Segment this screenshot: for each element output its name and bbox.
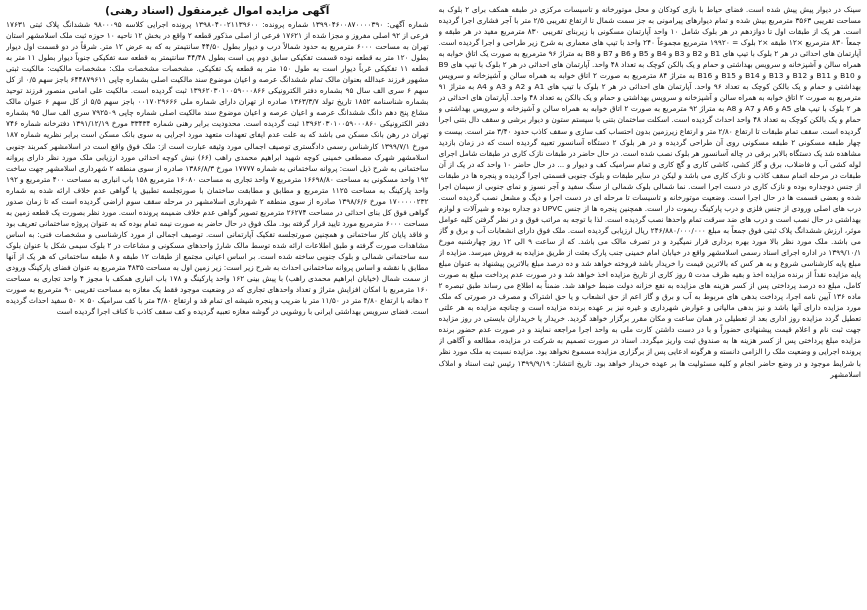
notice-left-column — [439, 4, 862, 606]
notice-body-right: شماره آگهی: ۱۳۹۹۰۴۶۰۰۸۷۰۰۰۰۳۹۰ شماره پرونده: ۱۳۹۸۰۴۰۰۲۱۱۳۹۶۰۰ پرونده اجرایی کلاسه ۹۸۰۰۰۹۵ ششدانگ پلاک ثبتی ۱۷۶۳۱ فرعی از ۹۲ اصلی مفروز و مجزا شده از ۱۷۶۲۱ فرعی از اصلی مذکور قطعه ۲ واقع در بخش ۱۲ ناحیه ۱۰ حوزه ثبت ملک اسلامشهر استان تهران به مساحت ۶۰۰۰ مترمربع به حدود شمالاً درب و دیوار بطول ۴۴/۵۰ سانتیمتر به که به عرض ۱۲ متر. شرقاً در دو قسمت اول دیوار بطول ۱۲۰ متر به قطعه نوده قسمت تفکیکی سابق دوم پی است بطول ۴۴/۴۸ سانتیمتر به قطعه سه تفکیکی جنوباً دیوار بطول ۱۱ متر به قطعه ۱۱ تفکیکی غرباً دیوار است به طول ۱۵۰ متر به قطعه یک تفکیکی. مشخصات مشخصات ملک: مشخصات مالکیت: مالکیت ثبتی مشهور فرزند عبدالله بعنوان مالک تمام ششدانگ عرصه و اعیان موضوع سند مالکیت اصلی بشماره چاپی ۶۴۴۸۷۹۶۱۱ باجز سهم ۰/۵ از کل سهم ۶ سری الف سال ۹۵ بشماره دفتر الکترونیکی ۱۳۹۶۲۰۳۰۱۰۰۵۹۰۰۰۸۶۶ ثبت گردیده است. مالکیت علی امامی منصور فرزند توحید بشماره شناسنامه ۱۸۵۲ تاریخ تولد ۱۳۶۳/۳/۷ صادره از تهران دارای شماره ملی ۰۰۱۷۰۲۹۶۶۶ باجز سهم ۵/۵ از کل سهم ۶ عنوان مالک مشاع پنج دهم دانگ ششدانگ عرصه و اعیان عرصه و اعیان موضوع سند مالکیت اصلی شماره چاپی ۷۹۲۵۰۹ سری الف سال ۹۵ بشماره دفتر الکترونیکی ۱۳۹۶۲۰۳۰۱۰۰۵۹۰۰۰۸۶۰ ثبت گردیده است. محدودیت برابر رهنی شماره ۳۳۴۳۴ مورخ ۱۳۹۱/۱۲/۱۹ دفترخانه شماره ۷۴۶ تهران در رهن بانک مسکن می باشد که به علت عدم ایفای تعهدات متعهد مورد اجرایی به سوی بانک مسکن است برابر نظریه شماره ۱۸۷ مورخ ۱۳۹۹/۷/۱ کارشناس رسمی دادگستری توصیف اجمالی مورد وثیقه عبارت است از: ملک فوق واقع است در اسلامشهر کمربند جنوبی اسلامشهر شهرک مصطفی خمینی کوچه شهید ابراهیم محمدی راهب (۶۶) نبش کوچه احداثی مورد ارزیابی ملک مورد نظر دارای پروانه ساختمانی به شرح ذیل است: پروانه ساختمانی به شماره ۱۷۷۷۷ مورخ ۱۳۸۶/۸/۳ صادره از سوی منطقه ۲ شهرداری اسلامشهر جهت ساخت ۱۹۲ واحد مسکونی به مساحت ۱۶۶۹۸/۸۰ مترمربع ۷ واحد تجاری به مساحت ۱۶۰۸۰ مترمربع ۱۵۸ باب انباری به مساحت ۴۰۰ مترمربع و ۱۹۲ واحد پارکینگ به مساحت ۱۱۲۵ مترمربع و مطابق و مطابقت ساختمان با صورتجلسه تطبیق یا گواهی عدم خلاف ارائه شده به شماره ۱۷۰۰۰۰۰۲۳۲ مورخ ۱۳۹۸/۶/۶ صادره از سوی منطقه ۲ شهرداری اسلامشهر در مرحله سقف سوم اراضی گردیده است که تا زمان صدور گواهی فوق کل بنای احداثی در مساحت ۲۶۲۷۴ مترمربع تصویر گواهی عدم خلاف ضمیمه پرونده است. مورد نظر بصورت یک قطعه زمین به مساحت ۶۰۰۰ مترمربع مورد تایید قرار گرفته بود. ملک فوق در حال حاضر به صورت نیمه تمام بوده که به عنوان پروژه ساختمانی تعریف بود و فاقد پایان کار ساختمانی و همچنین صورتجلسه تفکیک آپارتمانی است. توصیف اجمالی از مورد کارشناسی و مشخصات فنی: به اساس مشاهدات صورت گرفته و طبق اطلاعات ارائه شده توسط مالک شارژ واحدهای مسکونی و مشاعات در ۲ بلوک سیمی شکل با عنوان بلوک سه ساختمانی شمالی و بلوک جنوبی ساخته شده است. بر اساس اعیانی مجتمع از طبقات ۱۲ طبقه و ۸ طبقه ساختمانی که هر یک از آنها مطابق با نقشه و اساس پروانه ساختمانی احداث به شرح زیر است: زیر زمین اول به مساحت ۴۸۳۵ مترمربع به عنوان فضای پارکینگ ورودی از سمت شمال (خیابان ابراهیم محمدی راهب) با پیش بینی ۱۶۲ واحد پارکینگ و ۱۷۸ باب انباری همکف با مجوز ۴ واحد تجاری به مساحت ۱۶۰ مترمربع با امکان افزایش متراژ و تعداد واحدهای تجاری که در وضعیت موجود فقط یک مغازه به مساحت تقریبی ۹۰ مترمربع به صورت ۲ دهانه با ارتفاع ۴/۸۰ متر در ۱۱/۵۰ متر با ضریب و پنجره شیشه ای تمام قد و ارتفاع ۴/۸۰ متر با کف سرامیک ۵۰ × ۵۰ سفید احداث گردیده است. فضای سرویس بهداشتی ایرانی با روشویی در گوشه مغازه تعبیه گردیده و کف سقف کاذب تا کناف اجرا گردیده است — [6, 20, 429, 317]
notice-body-left: سینک در دیوار پیش پیش شده است. فضای حیاط با بازی کودکان و محل موتورخانه و تاسیسات مرکزی در طبقه همکف برای ۲ بلوک به مساحت تقریبی ۳۵۶۳ مترمربع بیش شده و تمام دیوارهای پیرامونی به جز سمت شمال تا ارتفاع تقریبی ۲/۵ متر با آجر فشاری اجرا گردیده است. هر یک از طبقات اول تا دوازدهم در هر بلوک شامل ۱۰ واحد آپارتمان مسکونی با زیربنای تقریبی ۸۳۰ مترمربع مفید در هر طبقه و جمعاً ۸۳۰ مترمربع ×۱۲ طبقه ×۲ بلوک = ۱۹۹۲۰ مترمربع مجموعاً ۲۴۰ واحد با تیپ های معماری به شرح زیر طراحی و اجرا گردیده است. آپارتمان های احداثی در هر ۲ بلوک با تیپ های B1 و B2 و B3 و B4 و B5 و B6 و B7 و B8 به متراژ ۹۶ مترمربع به صورت یک اتاق خوابه به همراه سالن و آشپزخانه و سرویس بهداشتی و حمام و یک بالکن کوچک به تعداد ۴۸ واحد. آپارتمان های احداثی در هر ۲ بلوک با تیپ های B9 و B10 و B11 و B12 و B13 و B14 و B15 و B16 به متراژ ۸۴ مترمربع به صورت ۲ اتاق خوابه به همراه سالن و آشپزخانه و سرویس بهداشتی و حمام و یک بالکن کوچک به تعداد ۹۶ واحد. آپارتمان های احداثی در هر ۲ بلوک با تیپ های A1 و A2 و A3 و A4 به متراژ ۹۱ مترمربع به صورت ۲ اتاق خوابه به همراه سالن و آشپزخانه و سرویس بهداشتی و حمام و یک بالکن به تعداد ۴۸ واحد. آپارتمان های احداثی در هر ۲ بلوک با تیپ های A5 و A6 و A7 و A8 به متراژ ۹۲ مترمربع به صورت ۲ اتاق خوابه به همراه سالن و آشپزخانه و سرویس بهداشتی و حمام و یک بالکن کوچک به تعداد ۴۸ واحد احداث گردیده است. اسکلت ساختمان بتنی با سیستم ستون و دیوار برشی و سقف دال بتنی اجرا گردیده است. سقف تمام طبقات تا ارتفاع ۲/۸۰ متر و ارتفاع زیرزمین بدون احتساب کف سازی و سقف کاذب حدود ۳/۴۰ متر است. بیست و چهار طبقه مسکونی ۲ طبقه مسکونی روی آن طراحی گردیده و در هر بلوک ۲ دستگاه آسانسور تعبیه گردیده است که در زمان بازدید مشاهده شد یک دستگاه بالابر برقی در چاله آسانسور هر بلوک نصب شده است. در حال حاضر در طبقات نازک کاری در طبقات شامل اجرای لوله کشی آب و فاضلاب، برق و گاز کشی، کاشی کاری و گچ کاری و تمام سرامیک کف و دیوار و ... در حال حاضر ۱۰ واحد که در یک از آن طبقات در مرحله اتمام سقف کاذب و نازک کاری می باشد و لیکن در سایر طبقات و بلوک جنوبی قسمتی اجرا گردیده و پنجره ها در طبقات از جنس دوجداره بوده و نازک کاری در دست اجرا است. نما شمالی بلوک شمالی از سنگ سفید و آجر نسوز و نمای جنوبی از سیمان اجرا شده و بعضی قسمت ها در حال اجرا است. وضعیت موتورخانه و تاسیسات تا مرحله ای در دست اجرا و دیگ و مشعل نصب گردیده است. درب های اصلی ورودی از جنس فلزی و درب پارکینگ ریموت دار است. همچنین پنجره ها از جنس UPVC دو جداره بوده و شیرآلات و لوازم بهداشتی در حال نصب است و درب های ضد سرقت تمام واحدها نصب گردیده است. لذا با توجه به مراتب فوق و در نظر گرفتن کلیه عوامل موثر، ارزش ششدانگ پلاک ثبتی فوق جمعاً به مبلغ ۲۴۶/۸۸۰/۰۰۰/۰۰۰ ریال ارزیابی گردیده است. ملک فوق دارای انشعابات آب و برق و گاز می باشد. ملک مورد نظر بالا مورد بهره برداری قرار نمیگیرد و در تصرف مالک می باشد. که از ساعت ۹ الی ۱۲ روز چهارشنبه مورخ ۱۳۹۹/۱۰/۱ در اداره اجرای اسناد رسمی اسلامشهر واقع در خیابان امام خمینی جنب پارک بعثت از طریق مزایده به فروش میرسد. مزایده از مبلغ پایه کارشناسی شروع و به هر کس که بالاترین قیمت را خریدار باشد فروخته خواهد شد و ده درصد مبلغ بالاترین پیشنهاد به عنوان مبلغ پایه مزایده نقداً از برنده مزایده اخذ و بقیه ظرف مدت ۵ روز کاری از تاریخ مزایده اخذ خواهد شد و در صورت عدم پرداخت مبلغ به صورت کامل، مبلغ ده درصد پرداختی پس از کسر هزینه های مزایده به نفع خزانه دولت ضبط خواهد شد. ضمناً به اطلاع می رساند طبق تبصره ۲ ماده ۱۳۶ آیین نامه اجرا، پرداخت بدهی های مربوط به آب و برق و گاز اعم از حق انشعاب و یا حق اشتراک و مصرف در صورتی که ملک مورد مزایده دارای آنها باشد و نیز بدهی مالیاتی و عوارض شهرداری و غیره نیز بر عهده برنده مزایده است و چنانچه مزایده به هر علتی تعطیل گردد مزایده روز اداری بعد از تعطیلی در همان ساعت و مکان مقرر برگزار خواهد گردید. خریدار یا خریداران بایستی در روز مزایده جهت ثبت نام و اعلام قیمت پیشنهادی حضوراً و با در دست داشتن کارت ملی به واحد اجرا مراجعه نمایند و در صورت عدم حضور برنده مزایده مبلغ پرداختی پس از کسر هزینه ها به صندوق ثبت واریز میگردد. اسناد در صورت تصمیم به شرکت در مزایده، مطالعه و آگاهی از پرونده اجرایی و وضعیت ملک را الزامی دانسته و هرگونه ادعایی پس از برگزاری مزایده مسموع نخواهد بود. مزایده نسبت به ملک مورد نظر با شرایط موجود و در وضع حاضر انجام و کلیه مسئولیت ها بر عهده خریدار خواهد بود. تاریخ انتشار: ۱۳۹۹/۹/۱۹ رئیس ثبت اسناد و املاک اسلامشهر — [438, 5, 861, 379]
notice-title: آگهی مزایده اموال غیرمنقول (اسناد رهنی) — [105, 5, 330, 17]
notice-right-column — [6, 4, 429, 606]
